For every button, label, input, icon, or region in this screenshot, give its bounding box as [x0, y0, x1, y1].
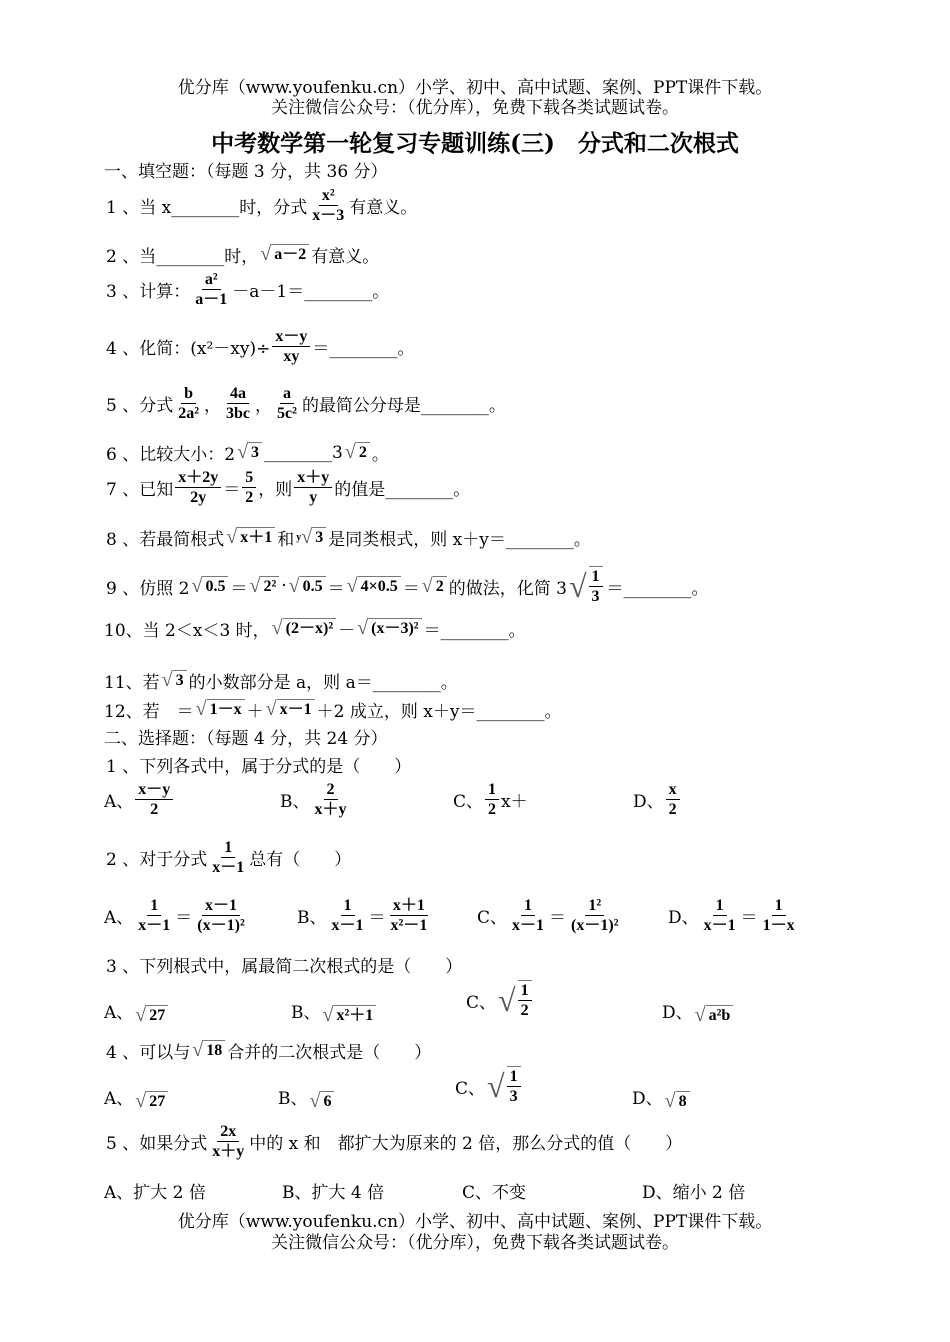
q-text: 当 2＜x＜3 时， — [142, 621, 270, 641]
radicand: 18 — [203, 1040, 225, 1061]
option-label: D、 — [633, 792, 664, 812]
q-text: －a－1＝________。 — [232, 282, 390, 302]
option-label: A、 — [104, 1003, 134, 1023]
option-label: C、 — [453, 792, 484, 812]
radicand: (x－3)² — [368, 618, 421, 639]
q-text: 若最简根式 — [139, 530, 225, 550]
q2-5-option-c[interactable]: C、不变 — [462, 1183, 527, 1203]
fraction — [223, 384, 253, 423]
sqrt-sign: √ — [237, 441, 249, 463]
radical — [135, 1004, 168, 1027]
q1-7 — [106, 468, 470, 507]
q-number: 7 、 — [106, 480, 140, 500]
denominator: x－1 — [703, 917, 736, 934]
q1-10 — [104, 616, 526, 641]
radical — [289, 575, 326, 598]
sqrt-sign: √ — [265, 698, 277, 720]
radical — [498, 980, 534, 1020]
q2-5-option-d[interactable]: D、缩小 2 倍 — [642, 1183, 746, 1203]
q-text: ＝________。 — [423, 621, 526, 641]
denominator: x＋y — [212, 1143, 245, 1160]
q2-4-stem — [106, 1038, 431, 1063]
q2-1-stem: 1 、下列各式中，属于分式的是（ ） — [106, 757, 412, 777]
q-text: ________3 — [264, 442, 343, 463]
q1-9 — [106, 566, 709, 606]
radical — [226, 526, 275, 549]
q-text: 当 x________时，分式 — [139, 198, 308, 218]
fraction — [242, 468, 256, 507]
radical — [345, 441, 370, 464]
radical — [237, 441, 262, 464]
fraction — [209, 838, 247, 877]
numerator: 1 — [485, 780, 499, 800]
sqrt-sign: √ — [309, 1090, 321, 1112]
numerator: x — [666, 780, 680, 800]
radicand: x＋1 — [237, 527, 275, 548]
q-text: ＝________。 — [312, 339, 415, 359]
q-number: 12、 — [104, 702, 143, 722]
denominator: (x－1)² — [571, 917, 619, 934]
denominator: a－1 — [195, 291, 228, 308]
q-text: 化简：(x²－xy)÷ — [139, 339, 271, 359]
numerator: x－y — [135, 780, 173, 800]
sqrt-sign: √ — [195, 698, 207, 720]
fraction — [329, 896, 367, 935]
denominator: y — [309, 489, 318, 506]
option-label: B、 — [297, 908, 327, 928]
q2-2-option-c[interactable] — [477, 896, 624, 935]
q1-2 — [106, 242, 379, 267]
numerator: a — [280, 384, 294, 404]
q2-4-option-c[interactable] — [455, 1066, 525, 1106]
fraction — [701, 896, 739, 935]
sqrt-sign: √ — [192, 1039, 204, 1061]
q-number: 11、 — [104, 673, 143, 693]
denominator: x－1 — [212, 859, 245, 876]
numerator: 1 — [772, 896, 786, 916]
fraction — [312, 780, 350, 819]
equals: ＝ — [223, 480, 241, 500]
option-label: C、 — [477, 908, 508, 928]
radical — [323, 1004, 377, 1027]
sqrt-sign: √ — [288, 574, 300, 597]
q-text: ＋2 成立，则 x＋y＝________。 — [316, 702, 562, 722]
q-text: 5 、如果分式 — [106, 1134, 208, 1154]
comma: ， — [255, 396, 273, 416]
fraction — [272, 327, 310, 366]
sqrt-sign: √ — [487, 1067, 505, 1104]
q1-8 — [106, 525, 591, 550]
radicand: 2² — [260, 576, 279, 597]
q2-1-option-a[interactable] — [104, 780, 175, 819]
radicand: 6 — [320, 1091, 334, 1112]
sqrt-sign: √ — [301, 526, 313, 548]
q2-4-option-d[interactable] — [632, 1080, 692, 1113]
section1-heading: 一、填空题：（每题 3 分，共 36 分） — [104, 162, 388, 182]
radical — [266, 698, 315, 721]
q-number: 5 、 — [106, 396, 140, 416]
sqrt-sign: √ — [191, 574, 203, 597]
radicand: a²b — [706, 1005, 734, 1026]
radicand: 27 — [146, 1091, 168, 1112]
fraction — [309, 186, 347, 225]
q-text: 中的 x 和 都扩大为原来的 2 倍，那么分式的值（ ） — [249, 1134, 683, 1154]
q-text: 已知 — [139, 480, 174, 500]
q2-4-option-a[interactable] — [104, 1080, 170, 1113]
radical — [347, 575, 401, 598]
q1-12 — [104, 697, 561, 722]
numerator: x² — [319, 186, 338, 206]
denominator: 3 — [509, 1088, 518, 1105]
sqrt-sign: √ — [346, 574, 358, 597]
equals: ＝ — [740, 908, 758, 928]
q2-1-option-d[interactable] — [633, 780, 682, 819]
radical — [695, 1004, 734, 1027]
footer-line-1: 优分库（www.youfenku.cn）小学、初中、高中试题、案例、PPT课件下载。 — [177, 1212, 773, 1232]
q-text: 仿照 2 — [139, 578, 190, 599]
fraction — [509, 896, 547, 935]
q-text: 总有（ ） — [249, 850, 352, 870]
fraction — [175, 468, 221, 507]
q-text: 和 — [277, 530, 295, 550]
denominator: 3bc — [226, 405, 251, 422]
denominator: 2a² — [178, 405, 200, 422]
radicand: x²＋1 — [333, 1005, 376, 1026]
sqrt-sign: √ — [135, 1090, 147, 1112]
q-text: 的最简公分母是________。 — [301, 396, 506, 416]
numerator: 2x — [217, 1122, 239, 1142]
q1-4 — [106, 327, 414, 366]
numerator: x＋2y — [175, 468, 221, 488]
fraction — [194, 896, 247, 935]
radicand: 3 — [248, 442, 262, 463]
radical — [191, 575, 228, 598]
option-label: B、 — [280, 792, 310, 812]
radical — [249, 575, 279, 598]
q-text: 当________时， — [139, 247, 259, 267]
plus: ＋ — [246, 702, 264, 722]
sqrt-sign: √ — [322, 1004, 334, 1026]
q-text: ＝________。 — [606, 578, 709, 599]
header-line-2: 关注微信公众号：（优分库），免费下载各类试题试卷。 — [271, 98, 679, 118]
sqrt-sign: √ — [421, 574, 433, 597]
numerator: 1 — [521, 896, 535, 916]
fraction — [274, 384, 300, 423]
equals: ＝ — [549, 908, 567, 928]
sqrt-sign: √ — [260, 243, 272, 265]
denominator: x＋y — [314, 801, 347, 818]
sqrt-sign: √ — [344, 441, 356, 463]
denominator: 5c² — [277, 405, 297, 422]
numerator: 4a — [227, 384, 249, 404]
sqrt-sign: √ — [568, 567, 587, 604]
fraction — [666, 780, 680, 819]
sqrt-sign: √ — [498, 981, 516, 1018]
radicand: 0.5 — [202, 576, 228, 597]
numerator: x－1 — [202, 896, 240, 916]
fraction — [388, 896, 431, 935]
q-text: 的值是________。 — [334, 480, 471, 500]
fraction — [507, 1066, 521, 1106]
radicand: 1－x — [207, 699, 245, 720]
sqrt-sign: √ — [271, 617, 283, 639]
numerator: b — [181, 384, 196, 404]
numerator: 1 — [341, 896, 355, 916]
radicand: 3 — [173, 670, 187, 691]
q2-1-option-c[interactable] — [453, 780, 528, 819]
q2-2-option-a[interactable] — [104, 896, 250, 935]
minus: － — [338, 621, 356, 641]
equals: ＝ — [175, 908, 193, 928]
radical — [569, 566, 605, 606]
denominator: x－3 — [312, 207, 345, 224]
q-number: 6 、 — [106, 445, 140, 465]
radical — [196, 698, 245, 721]
radical — [260, 243, 309, 266]
q-text: 4 、可以与 — [106, 1043, 191, 1063]
denominator: x－1 — [331, 917, 364, 934]
option-tail: x＋ — [501, 792, 528, 812]
sqrt-sign: √ — [357, 617, 369, 639]
equals: ＝ — [402, 578, 420, 599]
q-text: 若 ＝ — [142, 702, 194, 722]
denominator: x²－1 — [390, 917, 428, 934]
radical — [487, 1066, 523, 1106]
radical — [422, 575, 447, 598]
q2-3-stem: 3 、下列根式中，属最简二次根式的是（ ） — [106, 957, 463, 977]
numerator: 1 — [518, 981, 532, 1001]
q1-6 — [106, 440, 389, 465]
numerator: 1 — [147, 896, 161, 916]
option-label: C、 — [466, 992, 497, 1013]
radical — [162, 669, 187, 692]
equals: ＝ — [327, 578, 345, 599]
numerator: 2 — [324, 780, 338, 800]
numerator: x＋1 — [390, 896, 428, 916]
numerator: 1² — [585, 896, 604, 916]
denominator: xy — [283, 348, 300, 365]
dot: · — [281, 576, 287, 596]
q-number: 2 、 — [106, 247, 140, 267]
radical — [192, 1039, 225, 1062]
sqrt-sign: √ — [226, 526, 238, 548]
root-index: y — [296, 532, 302, 543]
fraction — [589, 566, 603, 606]
option-label: B、 — [291, 1003, 321, 1023]
fraction — [175, 384, 202, 423]
q-number: 1 、 — [106, 198, 140, 218]
radicand: 2 — [433, 576, 447, 597]
radicand: (2－x)² — [283, 618, 336, 639]
q2-5-option-a[interactable]: A、扩大 2 倍 — [104, 1183, 206, 1203]
q-number: 4 、 — [106, 339, 140, 359]
q1-1 — [106, 186, 417, 225]
q1-5 — [106, 384, 506, 423]
page-title: 中考数学第一轮复习专题训练(三) 分式和二次根式 — [211, 130, 739, 157]
denominator: 1－x — [762, 917, 795, 934]
option-label: D、 — [632, 1089, 663, 1109]
numerator: 5 — [242, 468, 256, 488]
q2-3-option-d[interactable] — [662, 994, 735, 1027]
fraction — [209, 1122, 247, 1161]
q-text: 。 — [371, 445, 389, 465]
denominator: x－1 — [138, 917, 171, 934]
q2-4-option-b[interactable] — [278, 1080, 336, 1113]
radicand: 3 — [312, 527, 326, 548]
numerator: 1 — [713, 896, 727, 916]
radicand: 2 — [356, 442, 370, 463]
denominator: 2 — [150, 801, 159, 818]
fraction — [135, 780, 173, 819]
numerator: 1 — [221, 838, 235, 858]
sqrt-sign: √ — [664, 1090, 676, 1112]
q-text: 的做法，化简 3 — [448, 578, 567, 599]
denominator: x－1 — [512, 917, 545, 934]
sqrt-sign: √ — [161, 669, 173, 691]
q-number: 8 、 — [106, 530, 140, 550]
sqrt-sign: √ — [249, 574, 261, 597]
fraction — [760, 896, 798, 935]
q2-2-stem — [106, 838, 351, 877]
fraction — [294, 468, 332, 507]
equals: ＝ — [230, 578, 248, 599]
section2-heading: 二、选择题：（每题 4 分，共 24 分） — [104, 729, 388, 749]
q-text: 比较大小：2 — [139, 445, 236, 465]
fraction — [518, 980, 532, 1020]
radical — [357, 617, 421, 640]
q-text: 计算： — [139, 282, 191, 302]
radicand: x－1 — [277, 699, 315, 720]
radical — [135, 1090, 168, 1113]
q2-3-option-c[interactable] — [466, 980, 536, 1020]
q-text: ，则 — [258, 480, 293, 500]
radicand: a－2 — [271, 244, 309, 265]
q2-2-option-d[interactable] — [668, 896, 800, 935]
option-label: D、 — [662, 1003, 693, 1023]
q-text: 分式 — [139, 396, 174, 416]
option-label: A、 — [104, 1089, 134, 1109]
sqrt-sign: √ — [694, 1004, 706, 1026]
q1-3 — [106, 270, 389, 309]
q-text: 的小数部分是 a，则 a＝________。 — [188, 673, 458, 693]
numerator: x＋y — [294, 468, 332, 488]
fraction — [485, 780, 499, 819]
denominator: (x－1)² — [197, 917, 245, 934]
numerator: x－y — [272, 327, 310, 347]
q-text: 是同类根式，则 x＋y＝________。 — [328, 530, 591, 550]
radicand: 27 — [146, 1005, 168, 1026]
q2-3-option-a[interactable] — [104, 994, 170, 1027]
q2-3-option-b[interactable] — [291, 994, 378, 1027]
radical — [310, 1090, 335, 1113]
denominator: 2y — [190, 489, 207, 506]
numerator: 1 — [507, 1067, 521, 1087]
fraction — [192, 270, 230, 309]
option-label: B、 — [278, 1089, 308, 1109]
q-number: 9 、 — [106, 578, 140, 599]
denominator: 2 — [668, 801, 677, 818]
q2-2-option-b[interactable] — [297, 896, 432, 935]
q2-1-option-b[interactable] — [280, 780, 352, 819]
radicand: 0.5 — [300, 576, 326, 597]
footer-line-2: 关注微信公众号：（优分库），免费下载各类试题试卷。 — [271, 1233, 679, 1253]
sqrt-sign: √ — [135, 1004, 147, 1026]
radical — [296, 526, 326, 549]
q-number: 10、 — [104, 621, 143, 641]
fraction — [568, 896, 621, 935]
denominator: 2 — [245, 489, 254, 506]
option-label: C、 — [455, 1078, 486, 1099]
numerator: 1 — [589, 567, 603, 587]
radicand: 8 — [676, 1091, 690, 1112]
q-text: 2 、对于分式 — [106, 850, 208, 870]
comma: ， — [204, 396, 222, 416]
option-label: D、 — [668, 908, 699, 928]
q2-5-option-b[interactable]: B、扩大 4 倍 — [282, 1183, 385, 1203]
numerator: a² — [202, 270, 221, 290]
q2-5-stem — [106, 1122, 682, 1161]
equals: ＝ — [368, 908, 386, 928]
radicand: 4×0.5 — [358, 576, 401, 597]
q-text: 有意义。 — [311, 247, 380, 267]
radical — [272, 617, 336, 640]
fraction — [135, 896, 173, 935]
q-number: 3 、 — [106, 282, 140, 302]
q-text: 有意义。 — [349, 198, 418, 218]
denominator: 2 — [488, 801, 497, 818]
header-line-1: 优分库（www.youfenku.cn）小学、初中、高中试题、案例、PPT课件下载。 — [177, 78, 773, 98]
option-label: A、 — [104, 792, 134, 812]
q1-11 — [104, 668, 458, 693]
q-text: 合并的二次根式是（ ） — [227, 1043, 432, 1063]
denominator: 3 — [591, 588, 600, 605]
denominator: 2 — [520, 1002, 529, 1019]
q-text: 若 — [142, 673, 160, 693]
radical — [665, 1090, 690, 1113]
option-label: A、 — [104, 908, 134, 928]
